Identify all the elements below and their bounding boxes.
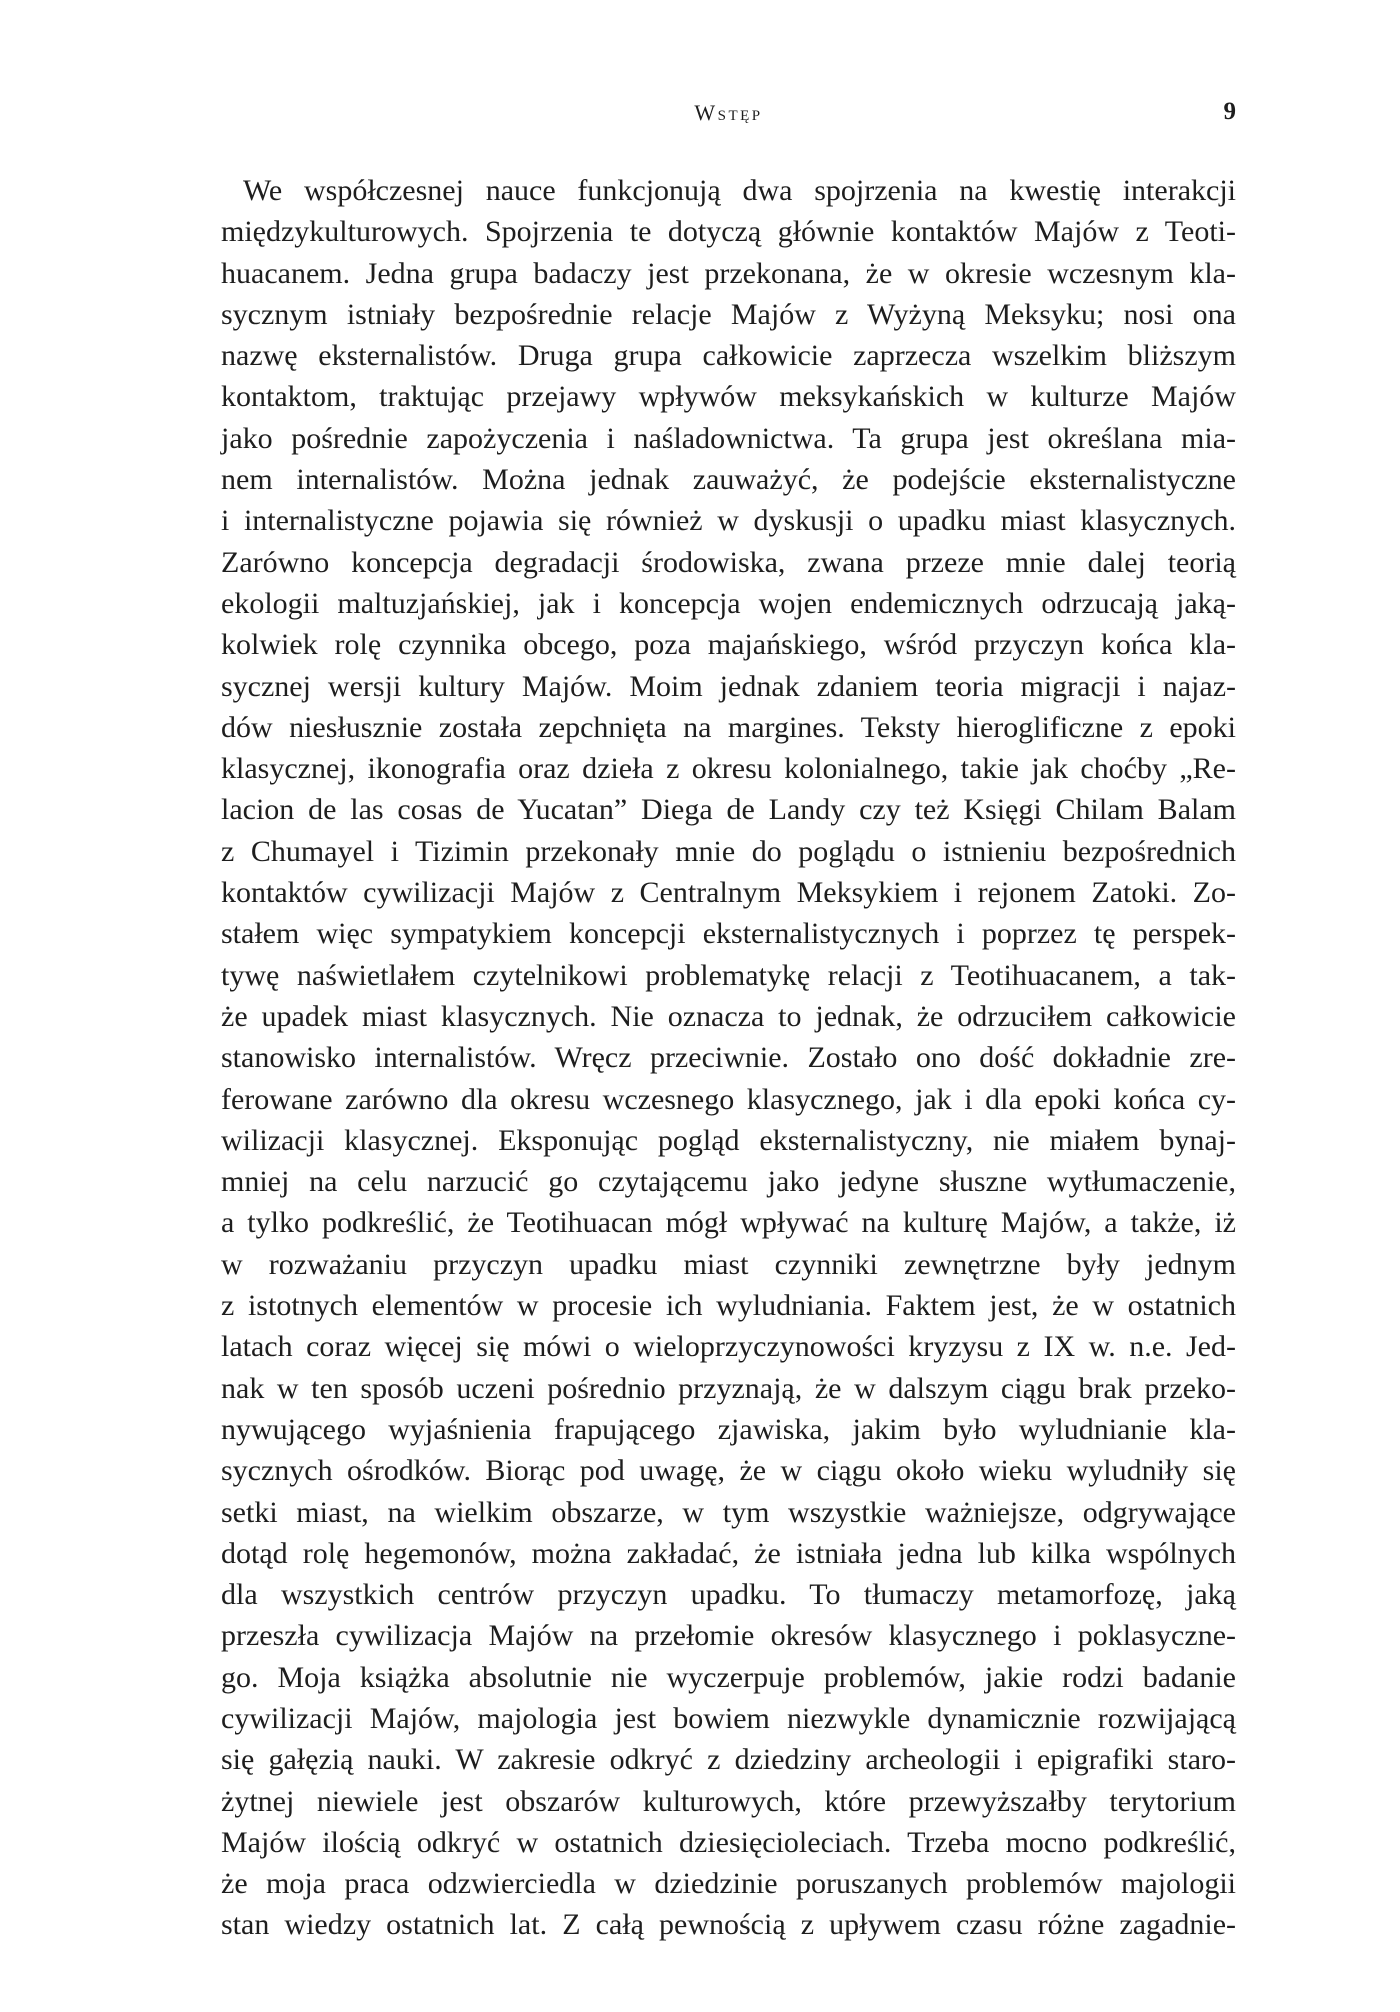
text-line: stanowisko internalistów. Wręcz przeciwnie. Zostało ono dość dokładnie zre- [221, 1041, 1236, 1075]
text-line: setki miast, na wielkim obszarze, w tym wszystkie ważniejsze, odgrywające [221, 1495, 1236, 1529]
text-line: z istotnych elementów w procesie ich wyludniania. Faktem jest, że w ostatnich [221, 1289, 1236, 1323]
text-line: kontaktów cywilizacji Majów z Centralnym Meksykiem i rejonem Zatoki. Zo- [221, 876, 1236, 910]
text-line: dla wszystkich centrów przyczyn upadku. To tłumaczy metamorfozę, jaką [221, 1578, 1236, 1612]
text-line: wilizacji klasycznej. Eksponując pogląd eksternalistyczny, nie miałem bynaj- [221, 1123, 1236, 1157]
text-line: klasycznej, ikonografia oraz dzieła z okresu kolonialnego, takie jak choćby „Re- [221, 752, 1236, 786]
text-line: nem internalistów. Można jednak zauważyć, że podejście eksternalistyczne [221, 463, 1236, 497]
text-line: Zarówno koncepcja degradacji środowiska, zwana przeze mnie dalej teorią [221, 545, 1236, 579]
text-line: międzykulturowych. Spojrzenia te dotyczą głównie kontaktów Majów z Teoti- [221, 215, 1236, 249]
text-line: huacanem. Jedna grupa badaczy jest przekonana, że w okresie wczesnym kla- [221, 256, 1236, 290]
text-line: dów niesłusznie została zepchnięta na margines. Teksty hieroglificzne z epoki [221, 710, 1236, 744]
text-line: że upadek miast klasycznych. Nie oznacza to jednak, że odrzuciłem całkowicie [221, 999, 1236, 1033]
text-line: stałem więc sympatykiem koncepcji eksternalistycznych i poprzez tę perspek- [221, 917, 1236, 951]
text-line: się gałęzią nauki. W zakresie odkryć z dziedziny archeologii i epigrafiki staro- [221, 1743, 1236, 1777]
text-line: i internalistyczne pojawia się również w dyskusji o upadku miast klasycznych. [221, 504, 1236, 538]
text-line: sycznych ośrodków. Biorąc pod uwagę, że w ciągu około wieku wyludniły się [221, 1454, 1236, 1488]
text-line: kontaktom, traktując przejawy wpływów meksykańskich w kulturze Majów [221, 380, 1236, 414]
text-line: ekologii maltuzjańskiej, jak i koncepcja wojen endemicznych odrzucają jaką- [221, 586, 1236, 620]
text-line: stan wiedzy ostatnich lat. Z całą pewnością z upływem czasu różne zagadnie- [221, 1908, 1236, 1942]
text-line: tywę naświetlałem czytelnikowi problematykę relacji z Teotihuacanem, a tak- [221, 958, 1236, 992]
text-line: cywilizacji Majów, majologia jest bowiem niezwykle dynamicznie rozwijającą [221, 1701, 1236, 1735]
text-line: jako pośrednie zapożyczenia i naśladownictwa. Ta grupa jest określana mia- [221, 421, 1236, 455]
text-line: dotąd rolę hegemonów, można zakładać, że istniała jedna lub kilka wspólnych [221, 1536, 1236, 1570]
text-line: nazwę eksternalistów. Druga grupa całkowicie zaprzecza wszelkim bliższym [221, 339, 1236, 373]
text-line: przeszła cywilizacja Majów na przełomie okresów klasycznego i poklasyczne- [221, 1619, 1236, 1653]
text-line: Majów ilością odkryć w ostatnich dziesięcioleciach. Trzeba mocno podkreślić, [221, 1825, 1236, 1859]
running-head: Wstęp [694, 100, 763, 125]
text-line: latach coraz więcej się mówi o wieloprzyczynowości kryzysu z IX w. n.e. Jed- [221, 1330, 1236, 1364]
text-line: lacion de las cosas de Yucatan” Diega de Landy czy też Księgi Chilam Balam [221, 793, 1236, 827]
text-line: nak w ten sposób uczeni pośrednio przyznają, że w dalszym ciągu brak przeko- [221, 1371, 1236, 1405]
text-line: a tylko podkreślić, że Teotihuacan mógł wpływać na kulturę Majów, a także, iż [221, 1206, 1236, 1240]
text-line: z Chumayel i Tizimin przekonały mnie do poglądu o istnieniu bezpośrednich [221, 834, 1236, 868]
text-line: ferowane zarówno dla okresu wczesnego klasycznego, jak i dla epoki końca cy- [221, 1082, 1236, 1116]
body-text [221, 170, 1236, 1946]
text-line: kolwiek rolę czynnika obcego, poza majańskiego, wśród przyczyn końca kla- [221, 628, 1236, 662]
page-header [221, 100, 1236, 140]
text-line: sycznej wersji kultury Majów. Moim jednak zdaniem teoria migracji i najaz- [221, 669, 1236, 703]
text-line: w rozważaniu przyczyn upadku miast czynniki zewnętrzne były jednym [221, 1247, 1236, 1281]
text-line: żytnej niewiele jest obszarów kulturowych, które przewyższałby terytorium [221, 1784, 1236, 1818]
text-line: sycznym istniały bezpośrednie relacje Majów z Wyżyną Meksyku; nosi ona [221, 297, 1236, 331]
text-line: go. Moja książka absolutnie nie wyczerpuje problemów, jakie rodzi badanie [221, 1660, 1236, 1694]
text-line: We współczesnej nauce funkcjonują dwa spojrzenia na kwestię interakcji [243, 174, 1236, 207]
text-line: że moja praca odzwierciedla w dziedzinie poruszanych problemów majologii [221, 1867, 1236, 1901]
text-line: mniej na celu narzucić go czytającemu jako jedyne słuszne wytłumaczenie, [221, 1165, 1236, 1199]
page-number: 9 [1223, 98, 1236, 125]
text-line: nywującego wyjaśnienia frapującego zjawiska, jakim było wyludnianie kla- [221, 1412, 1236, 1446]
